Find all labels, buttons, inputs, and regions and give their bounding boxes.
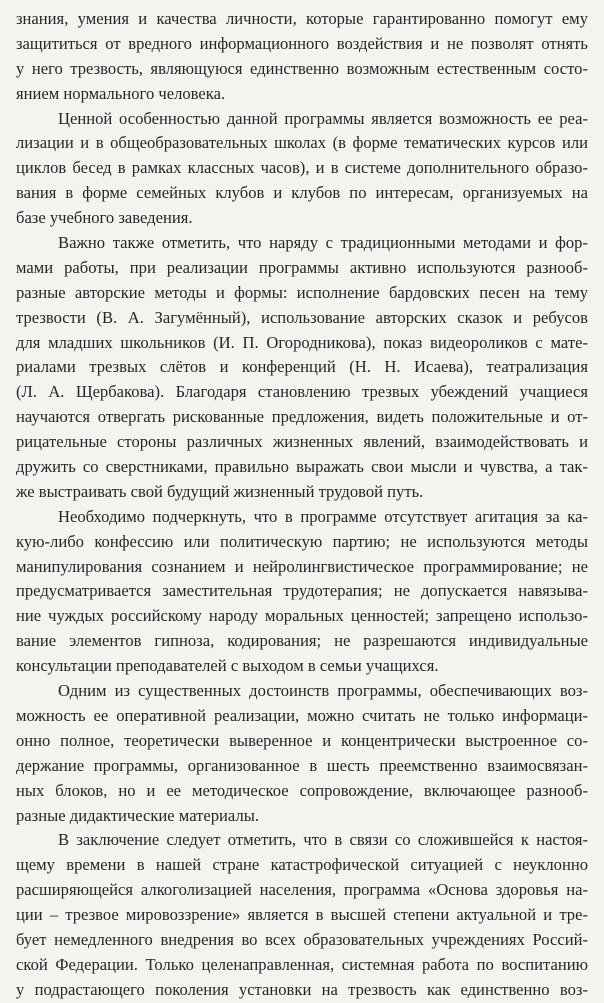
text-line: предусматривается заместительная трудотерапия; не допускается навязыва- <box>16 581 588 601</box>
text-line: расширяющейся алкоголизацией населения, программа «Основа здоровья на- <box>16 880 588 900</box>
paragraph <box>16 7 588 107</box>
text-line: вания в форме семейных клубов и клубов по интересам, организуемых на <box>16 183 588 203</box>
text-line: знания, умения и качества личности, которые гарантированно помогут ему <box>16 9 588 28</box>
text-line: дружить со сверстниками, правильно выражать свои мысли и чувства, а так- <box>16 457 588 477</box>
text-line: В заключение следует отметить, что в связи со сложившейся к настоя- <box>58 830 588 850</box>
text-line: разные авторские методы и формы: исполнение бардовских песен на тему <box>16 282 588 302</box>
paragraph <box>16 679 588 828</box>
text-line: онно полное, теоретически выверенное и концентрически выстроенное со- <box>16 730 588 750</box>
text-line: ции – трезвое мировоззрение» является в высшей степени актуальной и тре- <box>16 905 588 925</box>
paragraph <box>16 828 588 1002</box>
text-line: Важно также отметить, что наряду с традиционными методами и фор- <box>58 233 588 253</box>
text-line: манипулирования сознанием и нейролингвистическое программирование; не <box>16 556 588 576</box>
text-line: Ценной особенностью данной программы является возможность ее реа- <box>58 108 588 128</box>
text-line: ние чуждых российскому народу моральных ценностей; запрещено использо- <box>16 606 588 626</box>
text-line: риалами трезвых слётов и конференций (Н. Н. Исаева), театрализация <box>16 357 588 377</box>
text-line: лизации и в общеобразовательных школах (в форме тематических курсов или <box>16 133 588 153</box>
text-line: циклов бесед в рамках классных часов), и в системе дополнительного образо- <box>16 158 588 178</box>
text-line: разные дидактические материалы. <box>16 805 260 825</box>
text-line: бует немедленного внедрения во всех образовательных учреждениях Россий- <box>16 929 588 949</box>
text-line: кую-либо конфессию или политическую партию; не используются методы <box>16 531 588 551</box>
paragraph <box>16 505 588 679</box>
text-line: консультации преподавателей с выходом в семьи учащихся. <box>16 656 439 676</box>
text-line: щему времени в нашей стране катастрофической ситуацией с неуклонно <box>16 855 588 875</box>
text-line: Необходимо подчеркнуть, что в программе отсутствует агитация за ка- <box>58 506 588 526</box>
text-line: янием нормального человека. <box>16 83 226 103</box>
paragraph <box>16 107 588 231</box>
text-line: защититься от вредного информационного воздействия и не позволят отнять <box>16 33 588 53</box>
text-line: у подрастающего поколения установки на трезвость как единственно воз- <box>16 979 588 999</box>
text-line: Одним из существенных достоинств программы, обеспечивающих воз- <box>58 681 588 701</box>
text-line: (Л. А. Щербакова). Благодаря становлению трезвых убеждений учащиеся <box>16 382 588 402</box>
document-page <box>16 7 588 1003</box>
text-line: для младших школьников (И. П. Огородникова), показ видеороликов с мате- <box>16 332 588 352</box>
text-line: можность ее оперативной реализации, можно считать не только информаци- <box>16 705 588 725</box>
text-line: у него трезвость, являющуюся единственно возможным естественным состо- <box>16 58 588 78</box>
text-line: ных блоков, но и ее методическое сопровождение, включающее разнооб- <box>16 780 588 800</box>
text-line: базе учебного заведения. <box>16 208 193 228</box>
paragraph <box>16 231 588 505</box>
text-line: вание элементов гипноза, кодирования; не разрешаются индивидуальные <box>16 631 588 651</box>
text-line: мами работы, при реализации программы активно используются разнооб- <box>16 257 588 277</box>
text-line: рицательные стороны различных жизненных явлений, взаимодействовать и <box>16 432 588 452</box>
text-line: же выстраивать свой будущий жизненный трудовой путь. <box>16 481 424 501</box>
text-line: трезвости (В. А. Загумённый), использование авторских сказок и ребусов <box>16 307 588 327</box>
text-line: держание программы, организованное в шесть преемственно взаимосвязан- <box>16 755 588 775</box>
text-line: научаются отвергать рискованные предложения, видеть положительные и от- <box>16 407 588 427</box>
text-line: ской Федерации. Только целенаправленная, системная работа по воспитанию <box>16 954 588 974</box>
